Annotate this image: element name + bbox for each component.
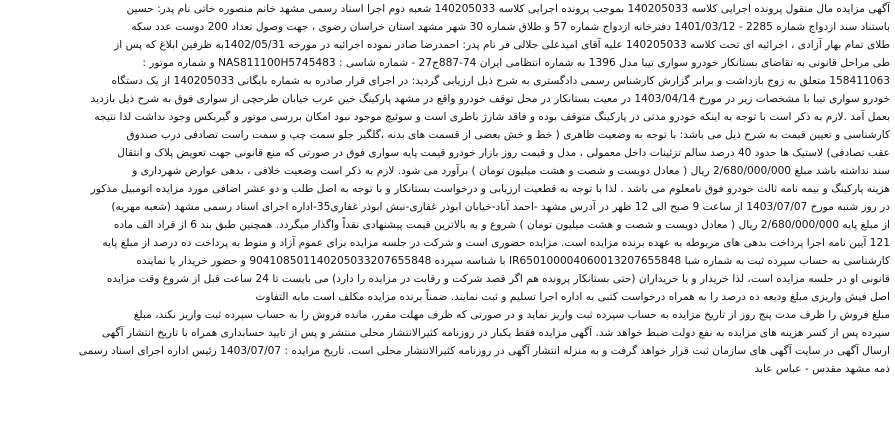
notice-line: از مبلغ پایه 2/680/000/000 ریال ( معادل دویست و شصت و هشت میلیون تومان ) شروع و به بالاترین قیمت پیشنهادی نقداً واگذار میگردد. همچنین طبق بند 6 از قراد الف ماده: [113, 219, 890, 231]
notice-line: ارسال آگهی در سایت آگهی های سازمان ثبت قرار خواهد گرفت و به منزله انتشار آگهی در روزنامه کثیرالانتشار محلی است. تاریخ مزایده : 1403/07/07 رئیس اداره اجرای اسناد رسمی: [78, 345, 890, 357]
notice-line: سپرده پس از کسر هزینه های مزایده به نفع دولت ضبط خواهد شد. آگهی مزایده فقط یکبار در روزنامه کثیرالانتشار محلی منتشر و پس از تایید حسابداری همراه با تاریخ انتشار آگهی: [101, 327, 890, 339]
notice-line: طلای تمام بهار آزادی ، اجرائیه ای تحت کلاسه 140205033 علیه آقای امیدعلی جلالی فر نام پدر: احمدرضا صادر نموده اجرائیه در مورخه 1402/05/31به ظرفین ابلاغ که پس از: [114, 39, 890, 51]
notice-line: آگهی مزایده مال منقول پرونده اجرایی کلاسه 140205033 بموجب پرونده اجرایی کلاسه 140205033 شعبه دوم اجرا اسناد رسمی مشهد خانم منصوره خاتی نام پدر: حسین: [126, 3, 890, 15]
notice-line: عقب تصادفی) لاستیک ها حدود 40 درصد سالم تزئینات داخل معمولی ، مدل و قیمت روز بازار خودرو قیمت پایه سواری فوق در صورتی که منع قانونی جهت تعویض پلاک و انتقال: [117, 147, 890, 159]
notice-line: اصل فیش واریزی مبلغ ودیعه ده درصد را به همراه درخواست کتبی به اداره اجرا تسلیم و ثبت نمایند. ضمناً برنده مزایده مکلف است مابه التفاوت: [255, 291, 890, 303]
notice-line: 158411063 متعلق به زوج بازداشت و برابر گزارش کارشناس رسمی دادگستری به شرح ذیل ارزیابی گردید: در اجرای قرار صادره به شماره بایگانی 140205033 از یک دستگاه: [111, 75, 890, 87]
notice-line: خودرو سواری تیبا با مشخصات زیر در مورخ 1403/04/14 در معیت بستانکار در محل توقف خودرو واقع در مشهد پارکینگ خین عرب خیابان طرحچی از سواری فوق به شرح ذیل بازدید: [90, 93, 890, 105]
notice-line: سند نداشته باشد مبلغ 2/680/000/000 ریال ( معادل دویست و شصت و هشت میلیون تومان ) برآورد می شود. لازم به ذکر است وضعیت خلافی ، بدهی عوارض شهرداری و: [132, 165, 890, 177]
notice-line: در روز شنبه مورخ 1403/07/07 از ساعت 9 صبح الی 12 ظهر در آدرس مشهد -احمد آباد-خیابان ابوذر غفاری-نبش ابوذر غفاری35-اداره اجرای اسناد رسمی مشهد (شعبه مهریه): [111, 201, 890, 213]
notice-line: قانونی او در جلسه مزایده است، لذا خریدار و یا خریداران (حتی بستانکار پرونده هم اگر قصد شرکت و رقابت در مزایده را دارد) می بایست تا 24 ساعت قبل از شروع وقت مزایده: [106, 273, 890, 285]
notice-signature-line: ذمه مشهد مقدس - عباس عابد: [754, 363, 890, 375]
notice-line: کارشناسی و تعیین قیمت به شرح ذیل می باشد: با توجه به وضعیت ظاهری ( خط و خش بعضی از قسمت های بدنه ،گلگیر جلو سمت چپ و سمت راست تصادفی درب صندوق: [126, 129, 890, 141]
notice-line: کارشناسی به حساب سپرده ثبت به شماره شبا IR650100004060013207655848 با شناسه سپرده 904108501140205033207655848 و حضور خریدار یا نماینده: [136, 255, 890, 267]
notice-line: طی مراحل قانونی به تقاضای بستانکار خودرو سواری تیبا مدل 1396 به شماره انتظامی ایران 74-887ج27 - شماره شاسی : NAS811100H5745483 و شماره موتور :: [142, 57, 890, 69]
notice-line: باستناد سند ازدواج شماره 2285 - 1401/03/12 دفترخانه ازدواج شماره 57 و طلاق شماره 30 شهر مشهد استان خراسان رضوی ، جهت وصول تعداد 200 دوست عدد سکه: [131, 21, 890, 33]
notice-line: بعمل آمد .لازم به ذکر است با توجه به اینکه خودرو مدتی در پارکینگ متوقف بوده و فاقد شارژ باطری است و سوئیچ موجود نبود امکان بررسی موتور و گیربکس وجود نداشت لذا نتیجه: [94, 111, 890, 123]
auction-notice-text: [6, 0, 890, 378]
notice-line: هزینه پارکینگ و بیمه نامه ثالث خودرو فوق نامعلوم می باشد . لذا با توجه به قطعیت ارزیابی و درخواست بستانکار و با توجه به اصل طلب و دو عشر اضافی مورد مزایده اتومبیل مذکور: [90, 183, 890, 195]
notice-line: مبلغ فروش را ظرف مدت پنج روز از تاریخ مزایده به حساب سپرده ثبت واریز نماید و در صورتی که ظرف مهلت مقرر، مانده فروش را به حساب سپرده ثبت واریز نکند، مبلغ: [133, 309, 890, 321]
notice-line: 121 آیین نامه اجرا پرداخت بدهی های مربوطه به عهده برنده مزایده است. مزایده حضوری است و شرکت در جلسه مزایده برای عموم آزاد و منوط به پرداخت ده درصد از مبلغ پایه: [102, 237, 890, 249]
